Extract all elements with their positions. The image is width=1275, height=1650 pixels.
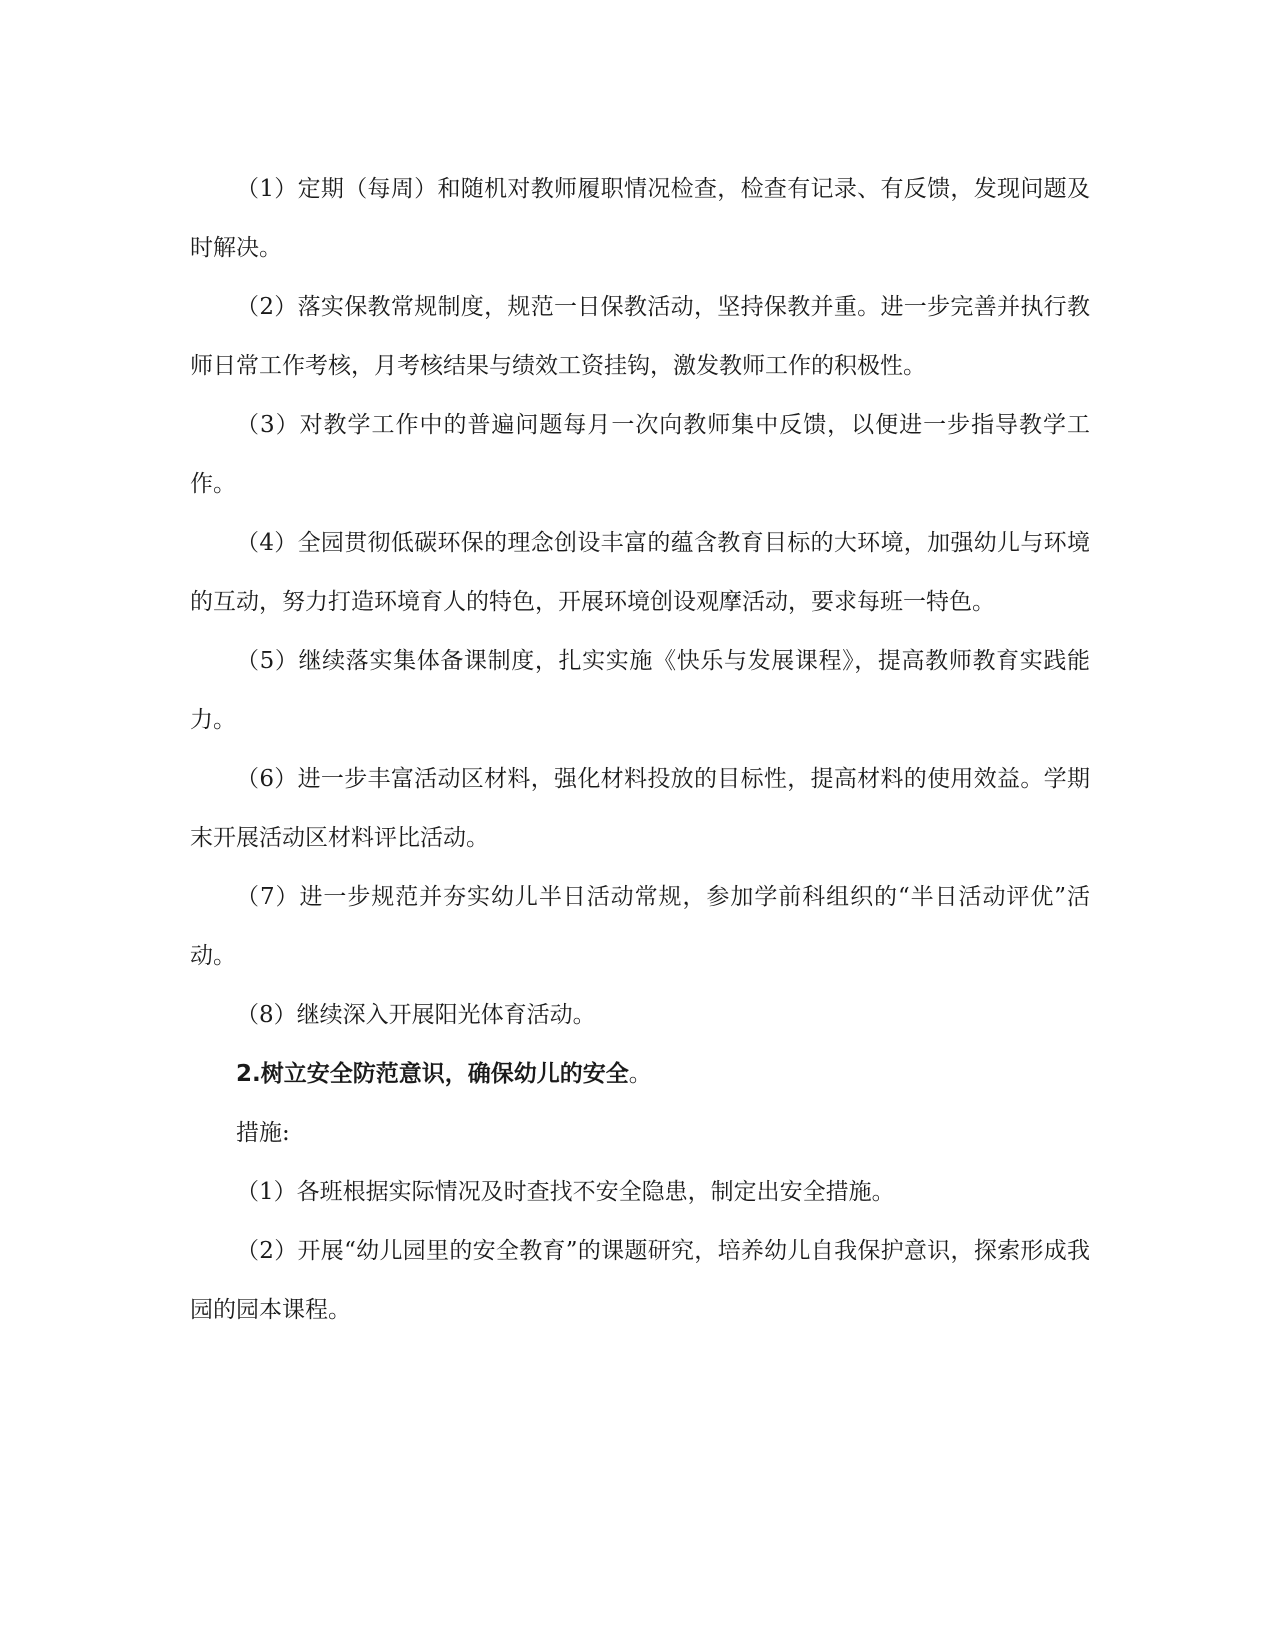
- paragraph-6: （6）进一步丰富活动区材料，强化材料投放的目标性，提高材料的使用效益。学期末开展活动区材料评比活动。: [190, 766, 1090, 851]
- paragraph-3: （3）对教学工作中的普遍问题每月一次向教师集中反馈，以便进一步指导教学工作。: [190, 412, 1090, 497]
- paragraph-7: （7）进一步规范并夯实幼儿半日活动常规，参加学前科组织的“半日活动评优”活动。: [190, 884, 1090, 969]
- document-body: [190, 160, 1090, 1340]
- measure-1: （1）各班根据实际情况及时查找不安全隐患，制定出安全措施。: [236, 1179, 895, 1205]
- paragraph-8: （8）继续深入开展阳光体育活动。: [236, 1002, 596, 1028]
- section-heading: [190, 1045, 1090, 1104]
- section-heading-tail: 。: [628, 1061, 652, 1087]
- paragraph-4: （4）全园贯彻低碳环保的理念创设丰富的蕴含教育目标的大环境，加强幼儿与环境的互动，努力打造环境育人的特色，开展环境创设观摩活动，要求每班一特色。: [190, 530, 1090, 615]
- section-heading-text: 2.树立安全防范意识，确保幼儿的安全: [236, 1061, 629, 1087]
- paragraph-5: （5）继续落实集体备课制度，扎实实施《快乐与发展课程》，提高教师教育实践能力。: [190, 648, 1090, 733]
- paragraph-1: （1）定期（每周）和随机对教师履职情况检查，检查有记录、有反馈，发现问题及时解决。: [190, 176, 1090, 261]
- measure-2: （2）开展“幼儿园里的安全教育”的课题研究，培养幼儿自我保护意识，探索形成我园的园本课程。: [190, 1238, 1090, 1323]
- paragraph-2: （2）落实保教常规制度，规范一日保教活动，坚持保教并重。进一步完善并执行教师日常工作考核，月考核结果与绩效工资挂钩，激发教师工作的积极性。: [190, 294, 1090, 379]
- measures-label: 措施:: [236, 1120, 290, 1146]
